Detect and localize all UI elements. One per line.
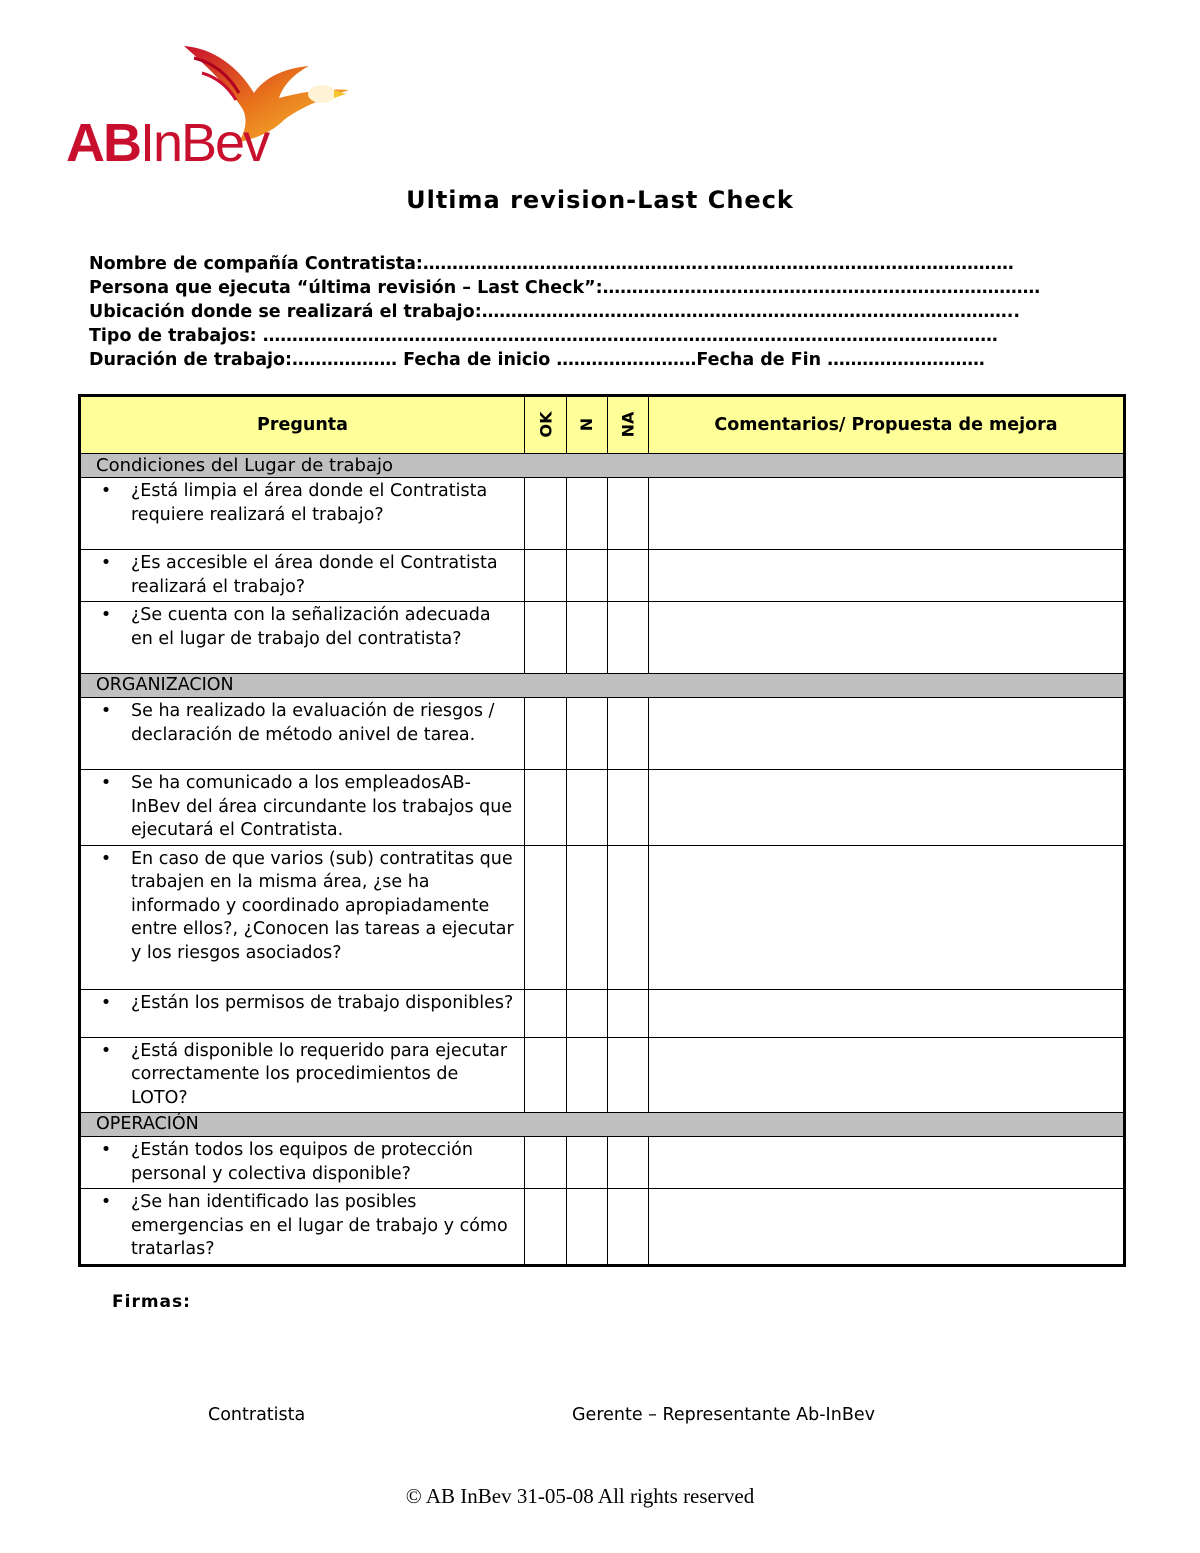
header-ok: OK bbox=[525, 396, 567, 454]
section-row bbox=[80, 454, 1125, 478]
ab-inbev-logo bbox=[66, 38, 356, 173]
question-text: ¿Se cuenta con la señalización adecuada en el lugar de trabajo del contratista? bbox=[131, 605, 491, 649]
question-cell bbox=[80, 989, 525, 1037]
ok-checkbox-cell[interactable] bbox=[525, 478, 567, 550]
logo-ab: AB bbox=[66, 113, 140, 173]
question-cell bbox=[80, 478, 525, 550]
question-text: Se ha comunicado a los empleadosAB-InBev del área circundante los trabajos que ejecutará el Contratista. bbox=[131, 773, 513, 840]
question-row bbox=[80, 770, 1125, 846]
bullet-icon: • bbox=[100, 481, 112, 501]
question-text: ¿Están los permisos de trabajo disponibles? bbox=[131, 992, 514, 1013]
question-cell bbox=[80, 770, 525, 846]
question-row bbox=[80, 478, 1125, 550]
n-checkbox-cell[interactable] bbox=[567, 478, 608, 550]
ok-checkbox-cell[interactable] bbox=[525, 1037, 567, 1113]
comment-cell[interactable] bbox=[649, 550, 1125, 602]
n-checkbox-cell[interactable] bbox=[567, 1137, 608, 1189]
na-checkbox-cell[interactable] bbox=[608, 550, 649, 602]
question-cell bbox=[80, 1037, 525, 1113]
comment-cell[interactable] bbox=[649, 770, 1125, 846]
na-checkbox-cell[interactable] bbox=[608, 478, 649, 550]
header-n: N bbox=[567, 396, 608, 454]
na-checkbox-cell[interactable] bbox=[608, 770, 649, 846]
question-row bbox=[80, 845, 1125, 989]
field-location: Ubicación donde se realizará el trabajo:……………………………………………………………………………….. bbox=[89, 302, 1020, 322]
comment-cell[interactable] bbox=[649, 1037, 1125, 1113]
page-title: Ultima revision-Last Check bbox=[406, 186, 794, 214]
comment-cell[interactable] bbox=[649, 698, 1125, 770]
na-checkbox-cell[interactable] bbox=[608, 1037, 649, 1113]
n-checkbox-cell[interactable] bbox=[567, 602, 608, 674]
n-checkbox-cell[interactable] bbox=[567, 1189, 608, 1266]
question-row bbox=[80, 1189, 1125, 1266]
question-text: ¿Está limpia el área donde el Contratista requiere realizará el trabajo? bbox=[131, 481, 488, 525]
ok-checkbox-cell[interactable] bbox=[525, 1137, 567, 1189]
n-checkbox-cell[interactable] bbox=[567, 698, 608, 770]
section-row bbox=[80, 674, 1125, 698]
na-checkbox-cell[interactable] bbox=[608, 1189, 649, 1266]
ok-checkbox-cell[interactable] bbox=[525, 698, 567, 770]
question-cell bbox=[80, 698, 525, 770]
n-checkbox-cell[interactable] bbox=[567, 1037, 608, 1113]
comment-cell[interactable] bbox=[649, 1189, 1125, 1266]
ok-checkbox-cell[interactable] bbox=[525, 550, 567, 602]
ok-checkbox-cell[interactable] bbox=[525, 770, 567, 846]
n-checkbox-cell[interactable] bbox=[567, 770, 608, 846]
n-checkbox-cell[interactable] bbox=[567, 550, 608, 602]
bullet-icon: • bbox=[100, 848, 112, 869]
signatures-label: Firmas: bbox=[112, 1292, 191, 1312]
question-text: En caso de que varios (sub) contratitas que trabajen en la misma área, ¿se ha informado y coordinado apropiadamente entre ellos?, ¿Conocen las tareas a ejecutar y los riesgos asociados? bbox=[131, 848, 514, 963]
question-row bbox=[80, 1137, 1125, 1189]
n-checkbox-cell[interactable] bbox=[567, 845, 608, 989]
logo-wordmark bbox=[66, 113, 269, 173]
question-row bbox=[80, 698, 1125, 770]
question-row bbox=[80, 550, 1125, 602]
signature-contractor: Contratista bbox=[208, 1405, 306, 1425]
comment-cell[interactable] bbox=[649, 478, 1125, 550]
question-cell bbox=[80, 602, 525, 674]
ok-checkbox-cell[interactable] bbox=[525, 845, 567, 989]
question-text: ¿Están todos los equipos de protección personal y colectiva disponible? bbox=[131, 1140, 473, 1184]
question-text: ¿Es accesible el área donde el Contratista realizará el trabajo? bbox=[131, 553, 498, 597]
comment-cell[interactable] bbox=[649, 1137, 1125, 1189]
bullet-icon: • bbox=[100, 1192, 112, 1212]
question-cell bbox=[80, 845, 525, 989]
na-checkbox-cell[interactable] bbox=[608, 602, 649, 674]
na-checkbox-cell[interactable] bbox=[608, 845, 649, 989]
section-title: OPERACIÓN bbox=[80, 1113, 1125, 1137]
na-checkbox-cell[interactable] bbox=[608, 1137, 649, 1189]
bullet-icon: • bbox=[100, 701, 112, 721]
question-row bbox=[80, 1037, 1125, 1113]
question-row bbox=[80, 602, 1125, 674]
na-checkbox-cell[interactable] bbox=[608, 698, 649, 770]
header-fields bbox=[89, 252, 1129, 372]
field-company: Nombre de compañía Contratista:…………………………………………..…………………………………………… bbox=[89, 254, 1014, 274]
bullet-icon: • bbox=[100, 773, 112, 793]
question-cell bbox=[80, 1189, 525, 1266]
ok-checkbox-cell[interactable] bbox=[525, 1189, 567, 1266]
section-row bbox=[80, 1113, 1125, 1137]
bullet-icon: • bbox=[100, 992, 112, 1013]
question-text: Se ha realizado la evaluación de riesgos / declaración de método anivel de tarea. bbox=[131, 701, 495, 745]
header-question: Pregunta bbox=[80, 396, 525, 454]
comment-cell[interactable] bbox=[649, 845, 1125, 989]
bullet-icon: • bbox=[100, 1140, 112, 1160]
ok-checkbox-cell[interactable] bbox=[525, 602, 567, 674]
signature-manager: Gerente – Representante Ab-InBev bbox=[572, 1405, 875, 1425]
bullet-icon: • bbox=[100, 553, 112, 573]
question-text: ¿Se han identificado las posibles emergencias en el lugar de trabajo y cómo tratarlas? bbox=[131, 1192, 508, 1259]
comment-cell[interactable] bbox=[649, 602, 1125, 674]
question-row bbox=[80, 989, 1125, 1037]
checklist-table bbox=[78, 394, 1126, 1267]
field-person: Persona que ejecuta “última revisión – Last Check”:………………………………………………………………… bbox=[89, 278, 1041, 298]
bullet-icon: • bbox=[100, 605, 112, 625]
comment-cell[interactable] bbox=[649, 989, 1125, 1037]
footer-copyright: © AB InBev 31-05-08 All rights reserved bbox=[405, 1484, 755, 1508]
question-cell bbox=[80, 1137, 525, 1189]
logo-inbev: InBev bbox=[140, 113, 269, 173]
n-checkbox-cell[interactable] bbox=[567, 989, 608, 1037]
field-duration: Duración de trabajo:……………… Fecha de inicio ……………………Fecha de Fin ……………………… bbox=[89, 350, 985, 370]
question-cell bbox=[80, 550, 525, 602]
ok-checkbox-cell[interactable] bbox=[525, 989, 567, 1037]
question-text: ¿Está disponible lo requerido para ejecutar correctamente los procedimientos de LOTO? bbox=[131, 1040, 508, 1108]
section-title: ORGANIZACION bbox=[80, 674, 1125, 698]
header-comments: Comentarios/ Propuesta de mejora bbox=[649, 396, 1125, 454]
header-na: NA bbox=[608, 396, 649, 454]
section-title: Condiciones del Lugar de trabajo bbox=[80, 454, 1125, 478]
na-checkbox-cell[interactable] bbox=[608, 989, 649, 1037]
bullet-icon: • bbox=[100, 1040, 112, 1061]
field-work-type: Tipo de trabajos: ……………………………………………………………………………………………………………… bbox=[89, 326, 998, 346]
